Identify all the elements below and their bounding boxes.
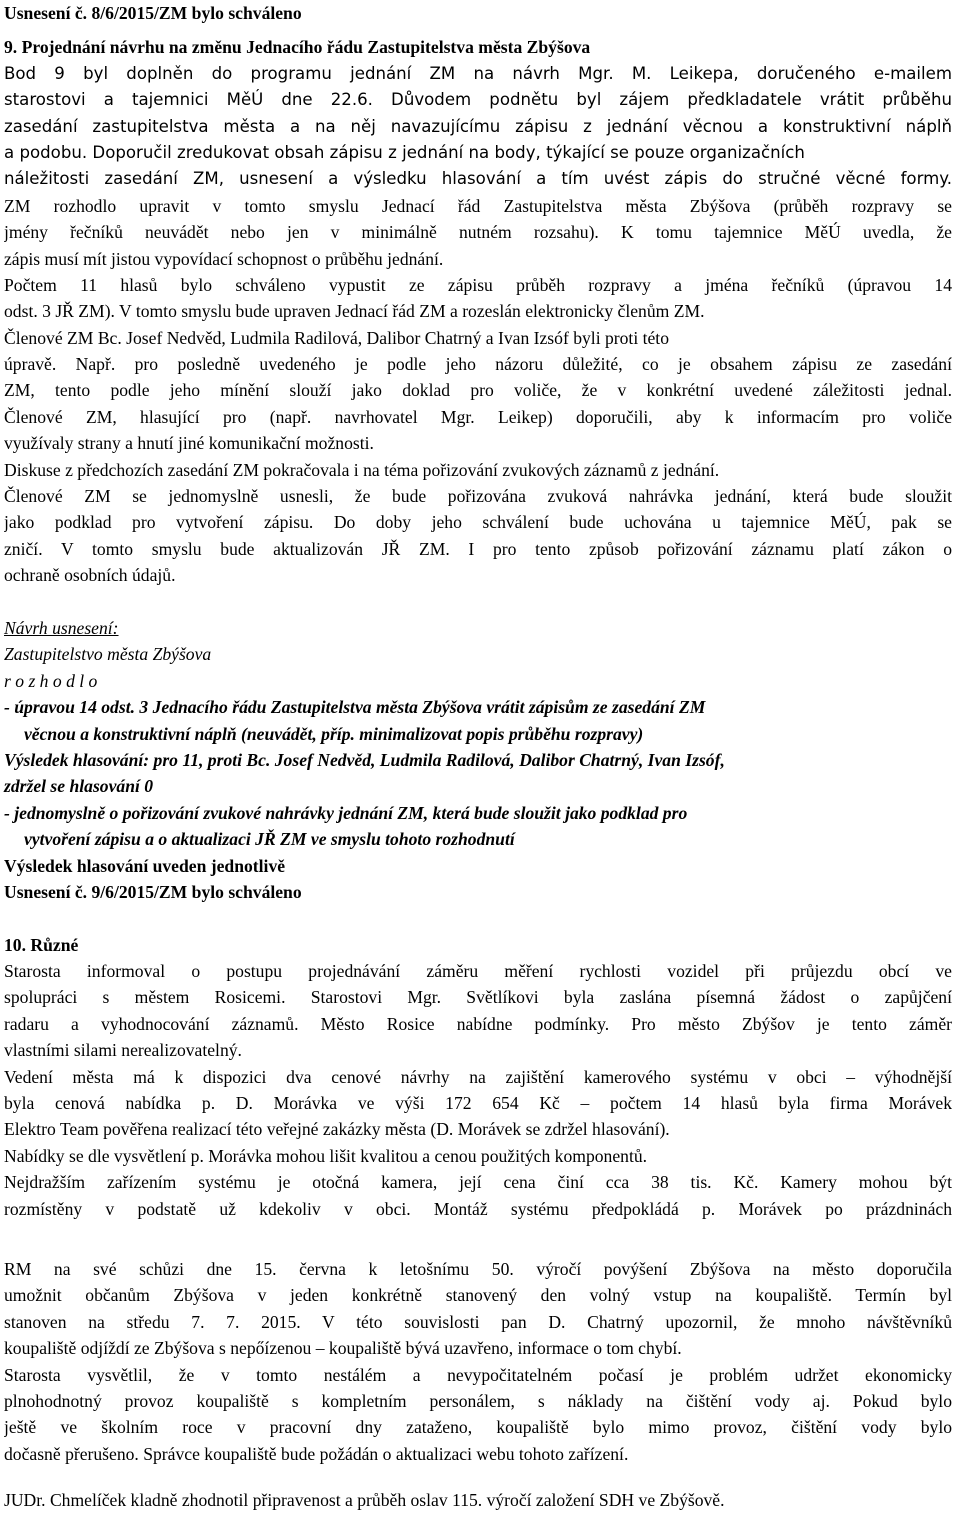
paragraph-line: byla cenová nabídka p. D. Morávka ve výši 172 654 Kč – počtem 14 hlasů byla firma Morávek xyxy=(4,1093,952,1114)
paragraph-line: spolupráci s městem Rosicemi. Starostovi Mgr. Světlíkovi byla zaslána písemná žádost o zapůjčení xyxy=(4,987,952,1008)
resolution-9-approved: Usnesení č. 9/6/2015/ZM bylo schváleno xyxy=(4,881,302,902)
proposal-decides: r o z h o d l o xyxy=(4,670,98,691)
paragraph-line: Členové ZM se jednomyslně usnesli, že bude pořizována zvuková nahrávka jednání, která bude sloužit xyxy=(4,486,952,507)
paragraph-line: dočasně přerušeno. Správce koupaliště bude požádán o aktualizaci webu tohoto zařízení. xyxy=(4,1443,629,1464)
spacer xyxy=(4,589,952,615)
paragraph-line: a podobu. Doporučil zredukovat obsah zápisu z jednání na body, týkající se pouze organizačních xyxy=(4,142,805,162)
final-line: JUDr. Chmelíček kladně zhodnotil připravenost a průběh oslav 115. výročí založení SDH ve Zbýšově. xyxy=(4,1490,725,1511)
paragraph-line: radaru a vyhodnocování záznamů. Město Rosice nabídne podmínky. Pro město Zbýšov je tento záměr xyxy=(4,1013,952,1034)
vote-result-1-cont: zdržel se hlasování 0 xyxy=(4,776,154,797)
spacer xyxy=(4,905,952,931)
paragraph-line: Vedení města má k dispozici dva cenové návrhy na zajištění kamerového systému v obci – výhodnější xyxy=(4,1066,952,1087)
paragraph-line: odst. 3 JŘ ZM). V tomto smyslu bude upraven Jednací řád ZM a rozeslán elektronicky členům ZM. xyxy=(4,301,705,322)
proposal-body: Zastupitelstvo města Zbýšova xyxy=(4,644,212,665)
proposal-point-2: - jednomyslně o pořizování zvukové nahrávky jednání ZM, která bude sloužit jako podklad pro xyxy=(4,802,688,823)
paragraph-line: Nejdražším zařízením systému je otočná kamera, její cena činí cca 38 tis. Kč. Kamery mohou být xyxy=(4,1172,952,1193)
section-9-body xyxy=(4,61,952,589)
proposal-point-1-cont: věcnou a konstruktivní náplň (neuvádět, příp. minimalizovat popis průběhu rozpravy) xyxy=(24,723,644,744)
paragraph-line: ZM, tento podle jeho mínění slouží jako doklad pro voliče, že v konkrétní uvedené záležitosti jednal. xyxy=(4,380,952,401)
paragraph-line: ZM rozhodlo upravit v tomto smyslu Jednací řád Zastupitelstva města Zbýšova (průběh rozpravy se xyxy=(4,195,952,216)
paragraph-line: plnohodnotný provoz koupaliště s kompletním personálem, s náklady na čištění vody aj. Pokud bylo xyxy=(4,1390,952,1411)
paragraph-line: využívaly strany a hnutí jiné komunikační možnosti. xyxy=(4,433,374,454)
section-9-title: 9. Projednání návrhu na změnu Jednacího řádu Zastupitelstva města Zbýšova xyxy=(4,37,591,58)
paragraph-line: Starosta informoval o postupu projednávání záměru měření rychlosti vozidel při průjezdu obcí ve xyxy=(4,961,952,982)
section-10-body-b xyxy=(4,1256,952,1467)
paragraph-line: starostovi a tajemnici MěÚ dne 22.6. Důvodem podnětu byl zájem předkladatele vrátit průběhu xyxy=(4,90,952,110)
paragraph-line: Členové ZM Bc. Josef Nedvěd, Ludmila Radilová, Dalibor Chatrný a Ivan Izsóf byli proti této xyxy=(4,327,669,348)
vote-result-1: Výsledek hlasování: pro 11, proti Bc. Josef Nedvěd, Ludmila Radilová, Dalibor Chatrný, Ivan Izsóf, xyxy=(4,749,725,770)
paragraph-line: RM na své schůzi dne 15. června k letošnímu 50. výročí povýšení Zbýšova na město doporučila xyxy=(4,1258,952,1279)
section-10-title: 10. Různé xyxy=(4,934,79,955)
paragraph-line: stanoven na středu 7. 7. 2015. V této souvislosti pan D. Chatrný upozornil, že mnoho návštěvníků xyxy=(4,1311,952,1332)
section-10-body-a xyxy=(4,958,952,1222)
spacer xyxy=(4,26,952,34)
spacer xyxy=(4,1467,952,1487)
proposal-point-1: - úpravou 14 odst. 3 Jednacího řádu Zastupitelstva města Zbýšova vrátit zápisům ze zasedání ZM xyxy=(4,697,706,718)
proposal-block xyxy=(4,615,952,905)
paragraph-line: ještě ve školním roce v pracovní dny zataženo, koupaliště bylo mimo provoz, čištění vody bylo xyxy=(4,1417,952,1438)
paragraph-line: Členové ZM, hlasující pro (např. navrhovatel Mgr. Leikep) doporučili, aby k informacím pro voliče xyxy=(4,406,952,427)
paragraph-line: koupaliště odjíždí ze Zbýšova s nepőízenou – koupaliště bývá uzavřeno, informace o tom chybí. xyxy=(4,1338,682,1359)
paragraph-line: zápis musí mít jistou vypovídací schopnost o průběhu jednání. xyxy=(4,248,444,269)
proposal-heading: Návrh usnesení: xyxy=(4,617,119,638)
paragraph-line: Elektro Team pověřena realizací této veřejné zakázky města (D. Morávek se zdržel hlasování). xyxy=(4,1119,670,1140)
paragraph-line: vlastními silami nerealizovatelný. xyxy=(4,1040,242,1061)
paragraph-line: jmény řečníků neuvádět nebo jen v minimálně nutném rozsahu). K tomu tajemnice MěÚ uvedla, že xyxy=(4,222,952,243)
paragraph-line: náležitosti zasedání ZM, usnesení a výsledku hlasování a tím uvést zápis do stručné věcné formy. xyxy=(4,169,952,189)
resolution-8-approved: Usnesení č. 8/6/2015/ZM bylo schváleno xyxy=(4,3,302,23)
paragraph-line: ochraně osobních údajů. xyxy=(4,565,176,586)
proposal-point-2-cont: vytvoření zápisu a o aktualizaci JŘ ZM ve smyslu tohoto rozhodnutí xyxy=(24,829,515,850)
paragraph-line: Počtem 11 hlasů bylo schváleno vypustit ze zápisu průběh rozpravy a jména řečníků (úpravou 14 xyxy=(4,274,952,295)
paragraph-line: zničí. V tomto smyslu bude aktualizován JŘ ZM. I pro tento způsob pořizování záznamu platí zákon o xyxy=(4,538,952,559)
paragraph-line: rozmístěny v podstatě už kdekoliv v obci. Montáž systému předpokládá p. Morávek po prázdninách xyxy=(4,1198,952,1219)
paragraph-line: umožnit občanům Zbýšova v jeden konkrétně stanovený den volný vstup na koupaliště. Termín byl xyxy=(4,1285,952,1306)
paragraph-line: Nabídky se dle vysvětlení p. Morávka mohou lišit kvalitou a cenou použitých komponentů. xyxy=(4,1145,648,1166)
paragraph-line: jako podklad pro vytvoření zápisu. Do doby jeho schválení bude uchována u tajemnice MěÚ, pak se xyxy=(4,512,952,533)
paragraph-line: Diskuse z předchozích zasedání ZM pokračovala i na téma pořizování zvukových záznamů z jednání. xyxy=(4,459,720,480)
paragraph-line: úpravě. Např. pro posledně uvedeného je podle jeho názoru důležité, co je obsahem zápisu ze zasedání xyxy=(4,354,952,375)
paragraph-line: Starosta vysvětlil, že v tomto nestálém a nevypočitatelném počasí je problém udržet ekonomicky xyxy=(4,1364,952,1385)
paragraph-line: Bod 9 byl doplněn do programu jednání ZM na návrh Mgr. M. Leikepa, doručeného e-mailem xyxy=(4,63,952,83)
paragraph-line: zasedání zastupitelstva města a na něj navazujícímu zápisu z jednání věcnou a konstruktivní náplň xyxy=(4,116,952,136)
vote-result-2: Výsledek hlasování uveden jednotlivě xyxy=(4,855,286,876)
spacer xyxy=(4,1222,952,1256)
